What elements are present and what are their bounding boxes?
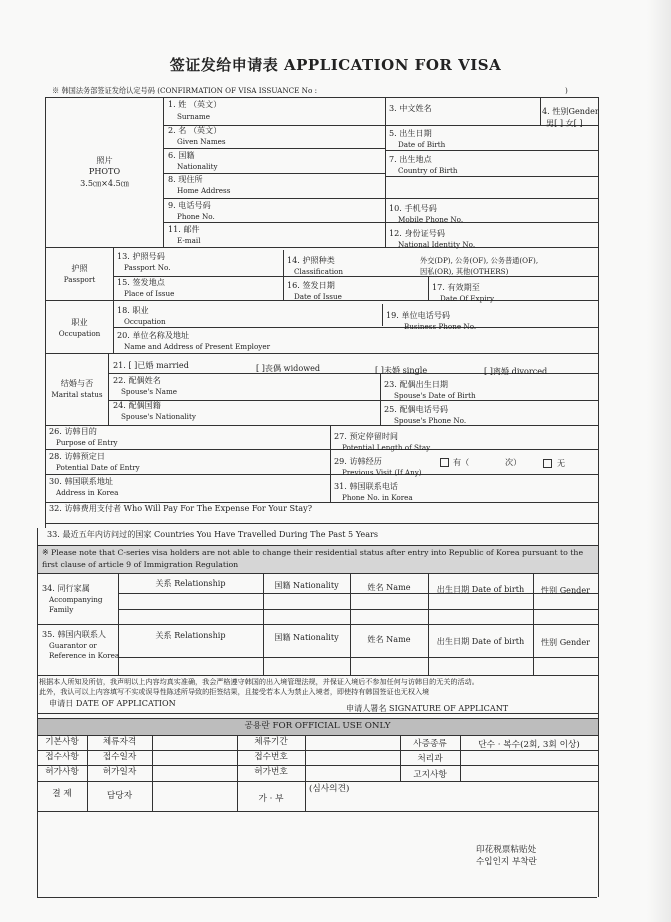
gender-label: 4. 性别Gender [542, 106, 599, 116]
accompanying-family-label-en1: Accompanying [49, 595, 103, 604]
photo-label-cn: 照片 [96, 155, 113, 165]
passport-class-label-en: Classification [294, 267, 344, 276]
accompanying-family-label-en2: Family [49, 605, 74, 614]
declaration-line1: 根据本人所知及所信，我声明以上内容均真实准确，我会严格遵守韩国的出入境管理法规，并保证入境后不参加任何与访韩目的无关的活动。 [39, 677, 479, 686]
paper-edge-shadow [647, 0, 671, 922]
guarantor-label-cn: 35. 韩国内联系人 [42, 629, 107, 639]
confirmation-label: ※ 韩国法务部签证发给认定号码 (CONFIRMATION OF VISA ISSUANCE No : [52, 86, 317, 95]
place-of-issue-label: 15. 签发地点 [117, 277, 165, 287]
official-approve-reject-label: 가 · 부 [258, 794, 284, 804]
occupation-label: 18. 职业 [117, 305, 149, 315]
official-notice-label: 고지사항 [413, 770, 447, 780]
passport-section-en: Passport [63, 275, 96, 284]
family-header-name: 姓名 Name [367, 582, 411, 592]
marital-divorced-checkbox[interactable]: [ ]离婚 divorced [484, 366, 548, 376]
official-dept-label: 처리과 [417, 754, 443, 764]
guarantor-label-en1: Guarantor or [49, 641, 97, 650]
dob-label: 5. 出生日期 [389, 128, 432, 138]
marital-section-cn: 结婚与否 [60, 378, 94, 388]
employer-label: 20. 单位名称及地址 [117, 330, 190, 340]
nationality-label: 6. 国籍 [168, 150, 195, 160]
previous-visit-label-en: Previous Visit (If Any) [342, 468, 422, 477]
previous-visit-no-label: 无 [557, 458, 566, 468]
nationality-label-en: Nationality [177, 162, 218, 171]
official-receipt-date-label: 접수일자 [102, 752, 137, 762]
employer-label-en: Name and Address of Present Employer [124, 342, 271, 351]
spouse-nationality-label: 24. 配偶国籍 [113, 400, 161, 410]
expiry-label-en: Date Of Expiry [440, 294, 495, 303]
passport-no-label: 13. 护照号码 [117, 251, 165, 261]
entry-date-label-en: Potential Date of Entry [56, 463, 140, 472]
previous-visit-yes-checkbox[interactable] [440, 458, 449, 467]
surname-label-en: Surname [177, 112, 210, 121]
official-opinion-label: (심사의견) [309, 784, 350, 794]
passport-section-cn: 护照 [71, 263, 88, 273]
given-names-label: 2. 名 （英文） [168, 125, 222, 135]
photo-label-en: PHOTO [88, 166, 121, 176]
official-receipt-no-label: 접수번호 [254, 752, 288, 762]
chinese-name-label: 3. 中文姓名 [389, 103, 432, 113]
spouse-phone-label: 25. 配偶电话号码 [384, 404, 449, 414]
photo-size: 3.5㎝×4.5㎝ [80, 178, 129, 188]
purpose-label-en: Purpose of Entry [56, 438, 118, 447]
spouse-dob-label-en: Spouse's Date of Birth [394, 391, 476, 400]
previous-visit-yes-label: 有（ [453, 457, 470, 467]
expiry-label: 17. 有效期至 [432, 282, 480, 292]
official-approval-label: 결 제 [52, 789, 72, 799]
email-label: 11. 邮件 [168, 224, 200, 234]
official-entry-type-label: 단수 · 복수(2회, 3회 이상) [478, 740, 580, 750]
passport-types-line2: 因私(OR), 其他(OTHERS) [420, 267, 509, 276]
c-series-notice: ※ Please note that C-series visa holders are not able to change their residential status after entry into Republic of Korea pursuant to the first clause of article 9 of Immigration Regulation [42, 548, 584, 569]
korea-phone-label-en: Phone No. in Korea [342, 493, 413, 502]
official-basic-label: 기본사항 [45, 737, 79, 747]
birth-country-label-en: Country of Birth [398, 166, 458, 175]
previous-visit-label: 29. 访韩经历 [334, 456, 382, 466]
official-use-header: 공용란 FOR OFFICIAL USE ONLY [244, 721, 391, 731]
marital-married-checkbox[interactable]: 21. [ ]已婚 married [113, 360, 189, 370]
official-permit-no-label: 허가번호 [254, 767, 288, 777]
stamp-area-cn: 印花税票粘贴处 [476, 845, 537, 855]
guarantor-header-dob: 出生日期 Date of birth [436, 636, 525, 646]
official-officer-label: 담당자 [106, 791, 133, 801]
phone-label: 9. 电话号码 [168, 200, 211, 210]
korea-phone-label: 31. 韩国联系电话 [334, 481, 399, 491]
family-header-dob: 出生日期 Date of birth [436, 584, 525, 594]
official-status-label: 체류자격 [102, 737, 137, 747]
expense-payer-field[interactable]: 32. 访韩费用支付者 Who Will Pay For The Expense For Your Stay? [49, 503, 313, 513]
spouse-dob-label: 23. 配偶出生日期 [384, 379, 449, 389]
dob-label-en: Date of Birth [398, 140, 446, 149]
date-of-application-field[interactable]: 申请日 DATE OF APPLICATION [49, 698, 176, 708]
surname-label: 1. 姓 （英文） [168, 99, 222, 109]
entry-date-label: 28. 访韩预定日 [49, 451, 105, 461]
previous-visit-times-label: 次） [505, 457, 522, 467]
mobile-label: 10. 手机号码 [389, 203, 437, 213]
home-address-label: 8. 现住所 [168, 174, 203, 184]
declaration-line2: 此外，我认可以上内容填写不实或误导性陈述所导致的拒签结果，且接受若本人为禁止入境者，即使持有韩国签证也无权入境 [39, 687, 430, 696]
stay-label-en: Potential Length of Stay [342, 443, 431, 452]
stay-label: 27. 预定停留时间 [334, 431, 399, 441]
guarantor-header-gender: 性别 Gender [540, 637, 591, 647]
passport-types-line1: 外交(DP), 公务(OF), 公务普通(OF), [420, 256, 539, 265]
family-header-relationship: 关系 Relationship [155, 578, 226, 588]
date-of-issue-label: 16. 签发日期 [287, 280, 335, 290]
business-phone-label: 19. 单位电话号码 [386, 310, 451, 320]
national-id-label-en: National Identity No. [398, 240, 476, 249]
business-phone-label-en: Business Phone No. [404, 322, 477, 331]
official-period-label: 체류기간 [254, 737, 288, 747]
official-receipt-label: 접수사항 [45, 752, 79, 762]
signature-field[interactable]: 申请人署名 SIGNATURE OF APPLICANT [346, 703, 509, 713]
guarantor-header-name: 姓名 Name [367, 634, 411, 644]
occupation-label-en: Occupation [124, 317, 166, 326]
guarantor-header-relationship: 关系 Relationship [155, 630, 226, 640]
family-header-nationality: 国籍 Nationality [274, 580, 339, 590]
passport-no-label-en: Passport No. [124, 263, 171, 272]
family-header-gender: 性别 Gender [540, 585, 591, 595]
official-permit-date-label: 허가일자 [102, 767, 137, 777]
date-of-issue-label-en: Date of Issue [294, 292, 342, 301]
gender-options: 男[ ] 女[ ] [546, 118, 583, 128]
place-of-issue-label-en: Place of Issue [124, 289, 175, 298]
spouse-name-label: 22. 配偶姓名 [113, 375, 161, 385]
purpose-label: 26. 访韩目的 [49, 426, 97, 436]
previous-visit-no-checkbox[interactable] [543, 459, 552, 468]
passport-class-label: 14. 护照种类 [287, 255, 335, 265]
spouse-phone-label-en: Spouse's Phone No. [394, 416, 467, 425]
mobile-label-en: Mobile Phone No. [398, 215, 464, 224]
guarantor-header-nationality: 国籍 Nationality [274, 632, 339, 642]
form-title: 签证发给申请表 APPLICATION FOR VISA [169, 56, 502, 74]
confirmation-close: ) [565, 86, 568, 95]
official-permit-label: 허가사항 [45, 767, 79, 777]
national-id-label: 12. 身份证号码 [389, 228, 445, 238]
home-address-label-en: Home Address [177, 186, 231, 195]
occupation-section-cn: 职业 [71, 317, 88, 327]
occupation-section-en: Occupation [58, 329, 101, 338]
korea-address-label: 30. 韩国联系地址 [49, 476, 114, 486]
guarantor-label-en2: Reference in Korea [49, 651, 120, 660]
spouse-name-label-en: Spouse's Name [121, 387, 178, 396]
official-visa-type-label: 사증종류 [413, 739, 447, 749]
stamp-area-kr: 수입인지 부착란 [476, 857, 537, 867]
given-names-label-en: Given Names [177, 137, 226, 146]
spouse-nationality-label-en: Spouse's Nationality [121, 412, 196, 421]
email-label-en: E-mail [177, 236, 201, 245]
birth-country-label: 7. 出生地点 [389, 154, 432, 164]
phone-label-en: Phone No. [177, 212, 215, 221]
marital-widowed-checkbox[interactable]: [ ]丧偶 widowed [256, 363, 321, 373]
countries-visited-field[interactable]: 33. 最近五年内访问过的国家 Countries You Have Travelled During The Past 5 Years [47, 529, 379, 539]
marital-section-en: Marital status [51, 390, 103, 399]
accompanying-family-label-cn: 34. 同行家属 [42, 583, 90, 593]
korea-address-label-en: Address in Korea [56, 488, 119, 497]
marital-single-checkbox[interactable]: [ ]未婚 single [375, 365, 428, 375]
